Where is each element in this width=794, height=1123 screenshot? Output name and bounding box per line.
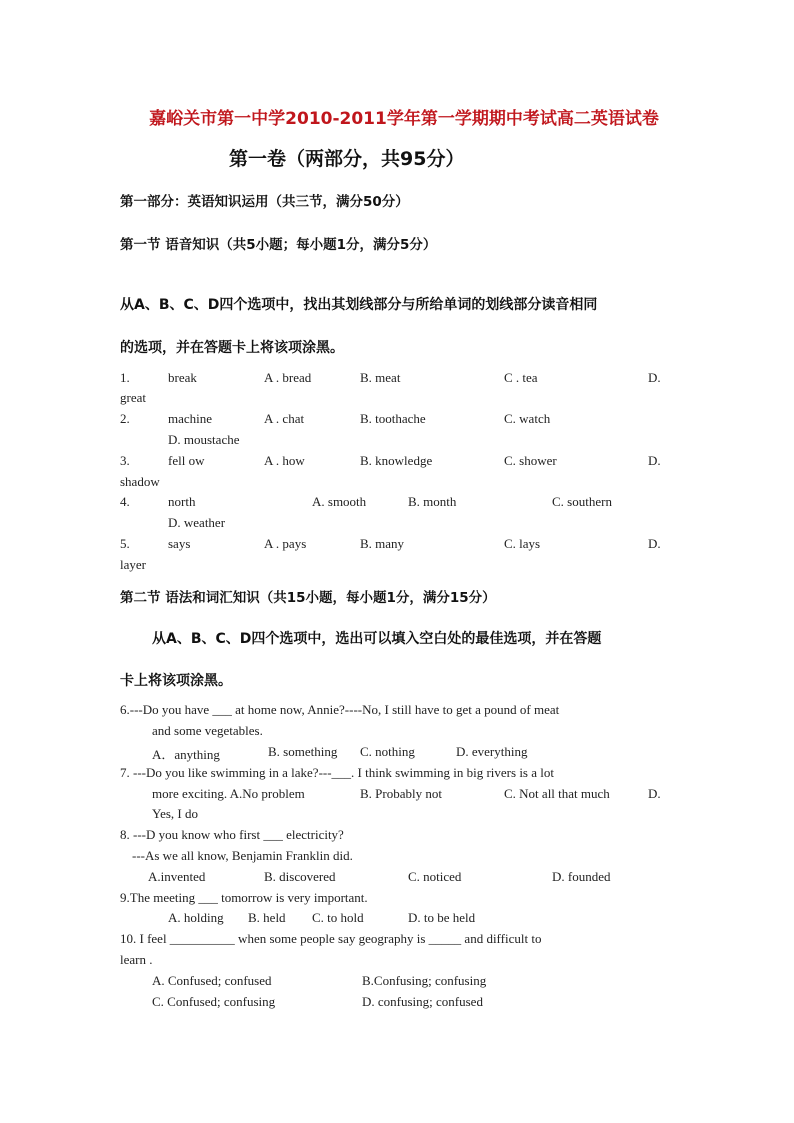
question-8-option-d: D. founded [552, 869, 611, 884]
phonetic-q5-option-d-label: D. [648, 536, 661, 551]
question-8-option-c: C. noticed [408, 869, 462, 884]
phonetic-q3-option-b: B. knowledge [360, 453, 433, 468]
section1-heading: 第一节 语音知识（共5小题；每小题1分，满分5分） [120, 237, 437, 253]
question-8-stem: 8. ---D you know who first ___ electricity? [120, 827, 344, 842]
question-6-stem: 6.---Do you have ___ at home now, Annie?----No, I still have to get a pound of meat [120, 702, 560, 717]
phonetic-q3-option-a: A . how [264, 453, 305, 468]
question-9-option-b: B. held [248, 910, 286, 925]
phonetic-q2-word: machine [168, 411, 213, 426]
phonetic-q2-option-b: B. toothache [360, 411, 426, 426]
section1-instruction-line2: 的选项，并在答题卡上将该项涂黑。 [120, 340, 344, 356]
question-10-option-c: C. Confused; confusing [152, 994, 276, 1009]
phonetic-q3-number: 3. [120, 453, 130, 468]
phonetic-q3-option-d-label: D. [648, 453, 661, 468]
phonetic-q1-number: 1. [120, 370, 130, 385]
question-8-stem-continued: ---As we all know, Benjamin Franklin did. [132, 848, 353, 863]
phonetic-q2-option-c: C. watch [504, 411, 551, 426]
volume-title: 第一卷（两部分，共95分） [229, 148, 465, 170]
question-10-option-d: D. confusing; confused [362, 994, 483, 1009]
phonetic-q3-option-c: C. shower [504, 453, 557, 468]
phonetic-q1-option-d-word: great [120, 390, 146, 405]
phonetic-q4-option-a: A. smooth [312, 494, 367, 509]
question-8-option-a: A.invented [148, 869, 206, 884]
phonetic-q5-word: says [168, 536, 191, 551]
question-7-option-b: B. Probably not [360, 786, 442, 801]
question-9-stem: 9.The meeting ___ tomorrow is very important. [120, 890, 368, 905]
question-7-option-d-text: Yes, I do [152, 806, 198, 821]
question-7-stem-and-option-a: more exciting. A.No problem [152, 786, 305, 801]
phonetic-q4-option-d: D. weather [168, 515, 226, 530]
question-6-option-d: D. everything [456, 744, 528, 759]
phonetic-q3-option-d-word: shadow [120, 474, 160, 489]
question-8-option-b: B. discovered [264, 869, 336, 884]
phonetic-q1-word: break [168, 370, 197, 385]
question-9-option-a: A. holding [168, 910, 224, 925]
phonetic-q5-option-d-word: layer [120, 557, 146, 572]
question-6-option-b: B. something [268, 744, 338, 759]
phonetic-q1-option-d-label: D. [648, 370, 661, 385]
exam-title: 嘉峪关市第一中学2010-2011学年第一学期期中考试高二英语试卷 [149, 109, 659, 129]
phonetic-q4-number: 4. [120, 494, 130, 509]
question-9-option-d: D. to be held [408, 910, 476, 925]
phonetic-q5-number: 5. [120, 536, 130, 551]
section2-instruction-line2: 卡上将该项涂黑。 [120, 673, 232, 689]
phonetic-q4-word: north [168, 494, 196, 509]
question-6-option-c: C. nothing [360, 744, 415, 759]
phonetic-q4-option-b: B. month [408, 494, 457, 509]
phonetic-q2-option-a: A . chat [264, 411, 305, 426]
question-10-option-b: B.Confusing; confusing [362, 973, 487, 988]
question-7-stem: 7. ---Do you like swimming in a lake?---___. I think swimming in big rivers is a lot [120, 765, 554, 780]
section2-instruction-line1: 从A、B、C、D四个选项中，选出可以填入空白处的最佳选项，并在答题 [152, 631, 602, 647]
phonetic-q5-option-a: A . pays [264, 536, 307, 551]
question-7-option-d-label: D. [648, 786, 661, 801]
phonetic-q4-option-c: C. southern [552, 494, 612, 509]
phonetic-q5-option-c: C. lays [504, 536, 541, 551]
question-9-option-c: C. to hold [312, 910, 364, 925]
phonetic-q2-option-d: D. moustache [168, 432, 240, 447]
phonetic-q3-word: fell ow [168, 453, 205, 468]
question-6-option-a: A．anything [152, 747, 220, 762]
section1-instruction-line1: 从A、B、C、D四个选项中，找出其划线部分与所给单词的划线部分读音相同 [120, 297, 598, 313]
phonetic-q2-number: 2. [120, 411, 130, 426]
question-6-stem-continued: and some vegetables. [152, 723, 263, 738]
part1-heading: 第一部分：英语知识运用（共三节，满分50分） [120, 194, 409, 210]
question-7-option-c: C. Not all that much [504, 786, 610, 801]
question-10-stem: 10. I feel __________ when some people say geography is _____ and difficult to [120, 931, 542, 946]
question-10-stem-continued: learn . [120, 952, 153, 967]
phonetic-q1-option-c: C . tea [504, 370, 538, 385]
section2-heading: 第二节 语法和词汇知识（共15小题，每小题1分，满分15分） [120, 590, 496, 606]
question-10-option-a: A. Confused; confused [152, 973, 272, 988]
phonetic-q1-option-b: B. meat [360, 370, 401, 385]
phonetic-q5-option-b: B. many [360, 536, 405, 551]
phonetic-q1-option-a: A . bread [264, 370, 312, 385]
